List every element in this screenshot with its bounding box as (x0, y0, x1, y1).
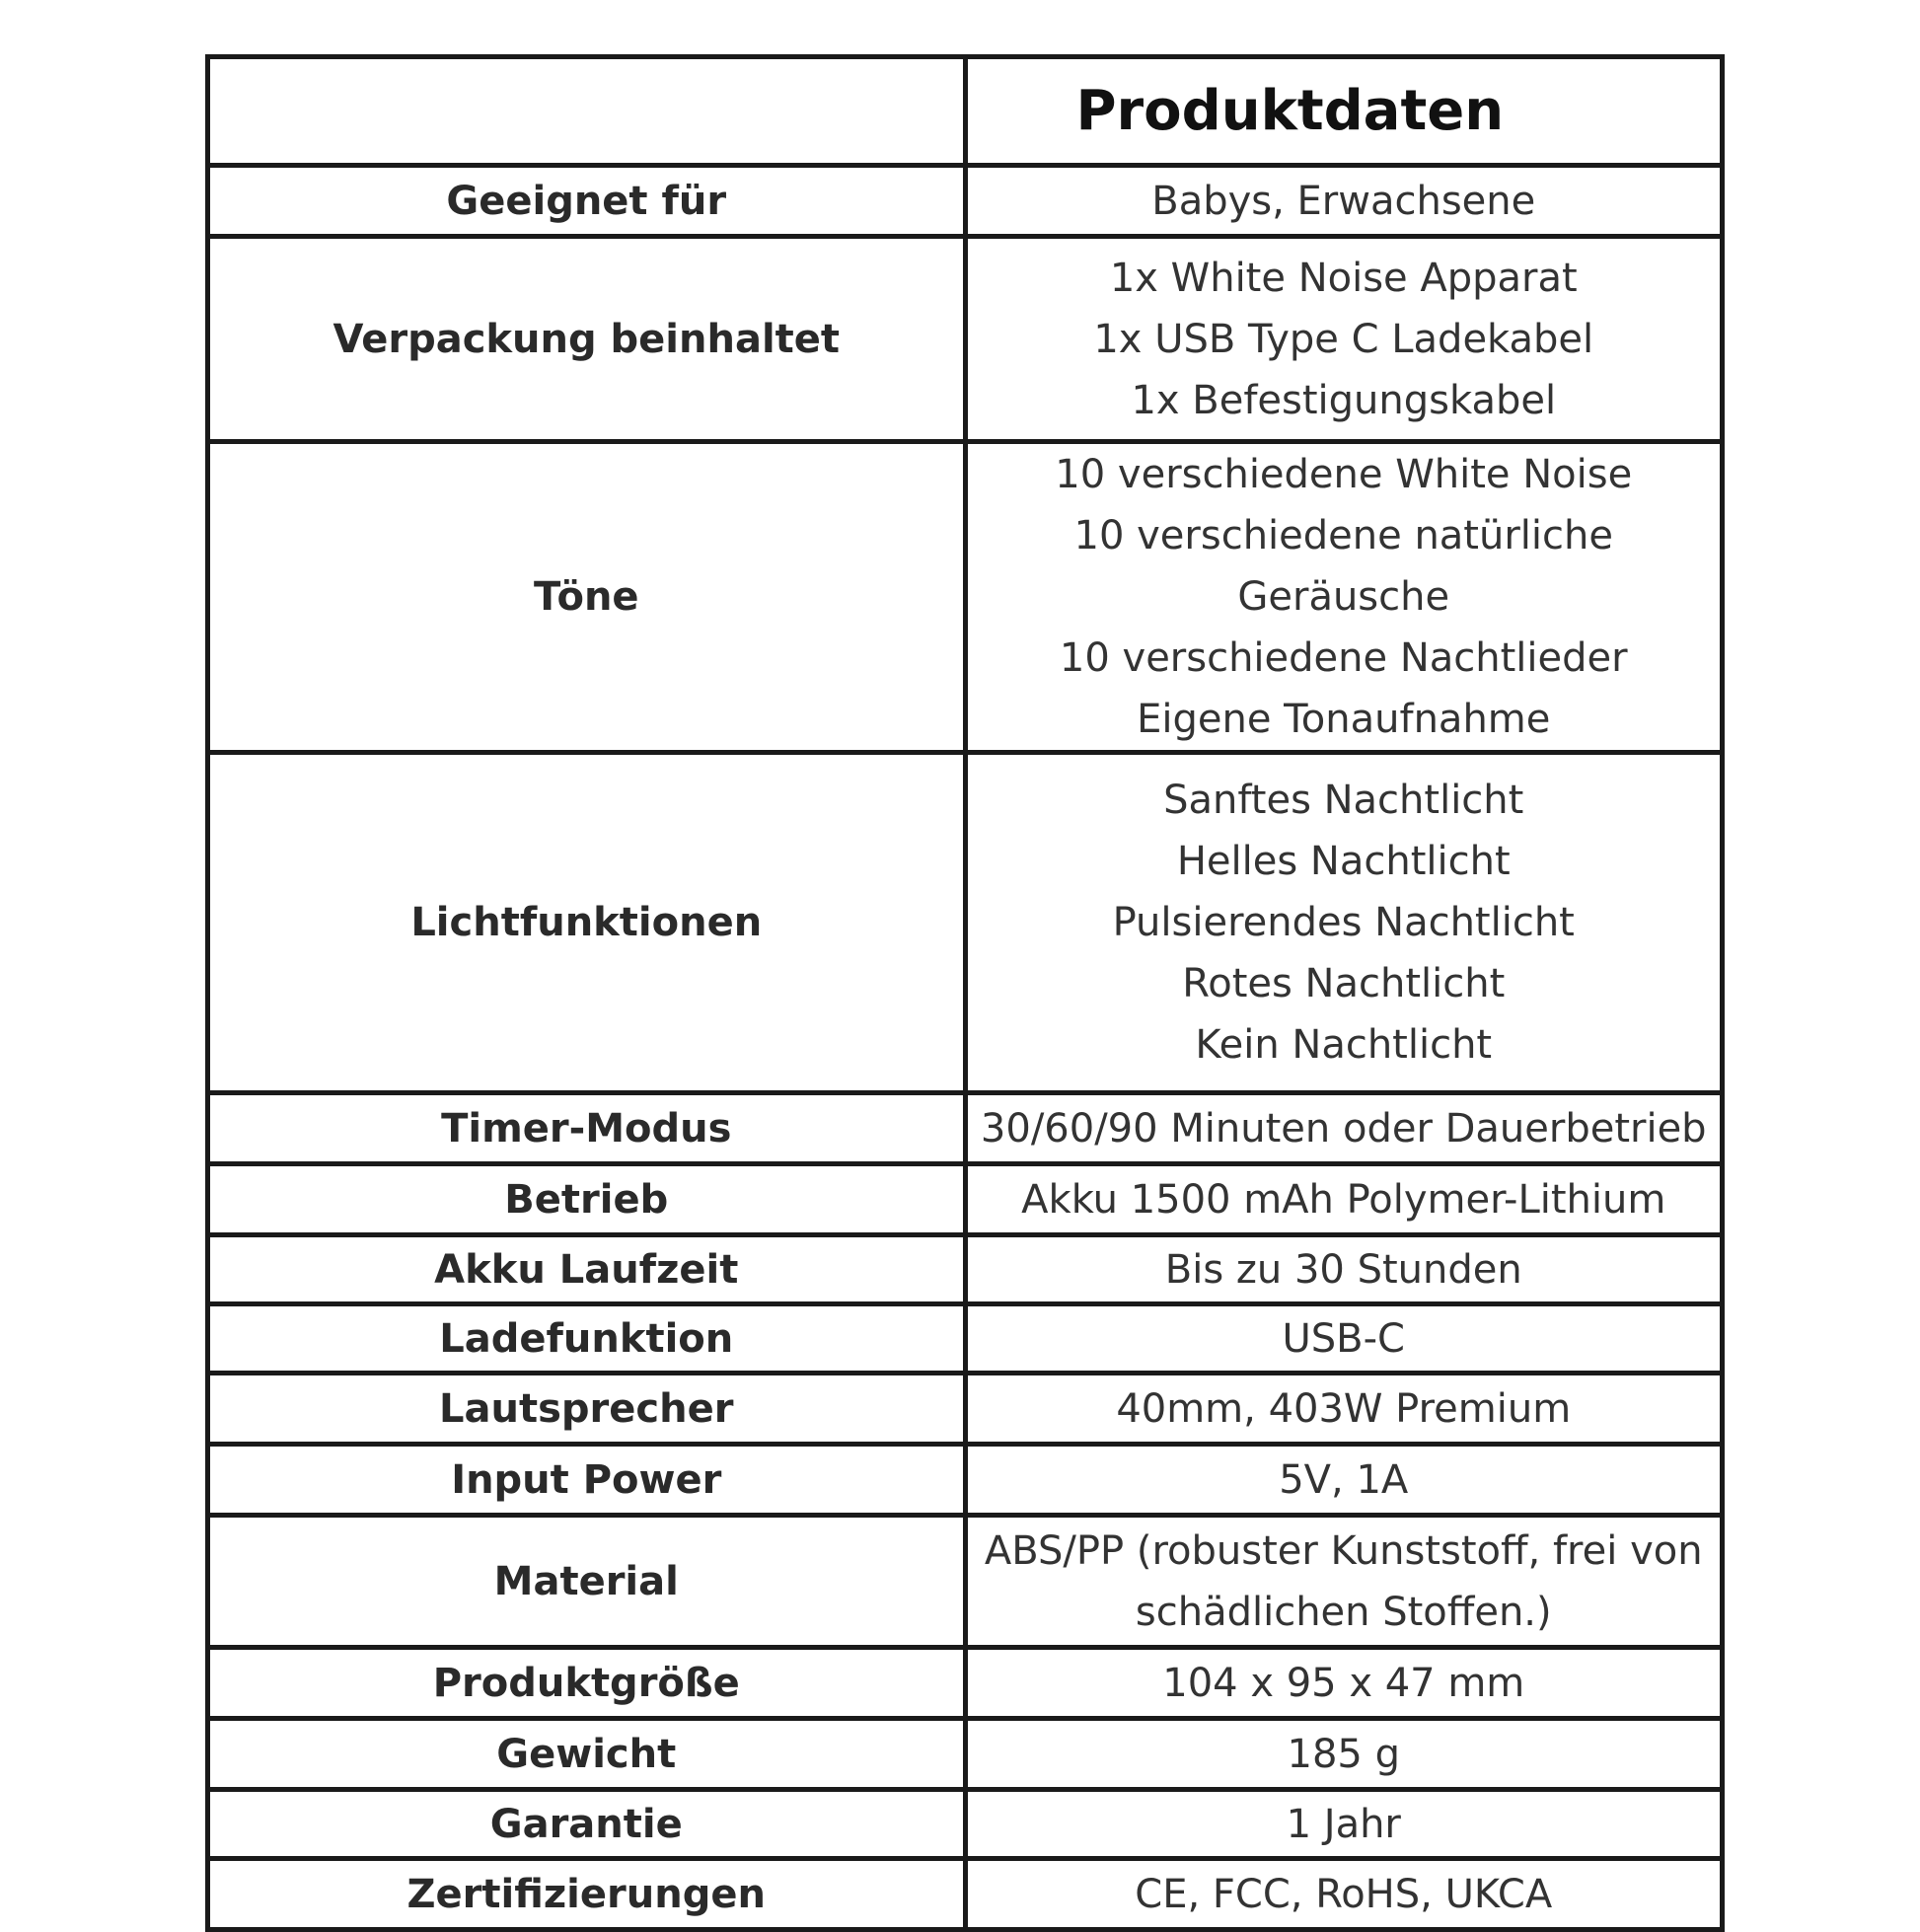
row-value-line: schädlichen Stoffen.) (1135, 1589, 1552, 1635)
row-value-line: 1 Jahr (1286, 1801, 1401, 1847)
row-value (965, 1719, 1723, 1790)
table-title: Produktdaten (965, 57, 1723, 166)
row-value-line: 10 verschiedene natürliche Geräusche (1073, 513, 1613, 620)
row-value-line: 104 x 95 x 47 mm (1162, 1660, 1525, 1706)
table-row (208, 1164, 1723, 1235)
row-label: Gewicht (208, 1719, 966, 1790)
table-row (208, 1516, 1723, 1648)
table-row (208, 1235, 1723, 1304)
row-value-line: 1x Befestigungskabel (1131, 377, 1557, 423)
row-value-line: Helles Nachtlicht (1176, 839, 1511, 884)
row-value-line: Bis zu 30 Stunden (1164, 1246, 1522, 1293)
row-value (965, 1304, 1723, 1374)
row-value-line: Rotes Nachtlicht (1182, 961, 1506, 1006)
row-value-line: 40mm, 403W Premium (1116, 1385, 1572, 1432)
row-label: Betrieb (208, 1164, 966, 1235)
row-value-line: 30/60/90 Minuten oder Dauerbetrieb (980, 1105, 1707, 1152)
row-value-line: ABS/PP (robuster Kunststoff, frei von (984, 1527, 1703, 1574)
row-value-line: 185 g (1287, 1731, 1400, 1777)
table-row (208, 237, 1723, 442)
row-value-line: Eigene Tonaufnahme (1137, 697, 1551, 742)
row-value-line: Pulsierendes Nachtlicht (1112, 900, 1575, 945)
row-value (965, 1164, 1723, 1235)
row-value (965, 1093, 1723, 1164)
product-data-table (205, 54, 1725, 1932)
row-value (965, 1445, 1723, 1516)
row-value (965, 753, 1723, 1093)
row-value (965, 166, 1723, 237)
row-value-line: 1x USB Type C Ladekabel (1093, 316, 1594, 362)
row-label: Produktgröße (208, 1648, 966, 1719)
row-value (965, 1790, 1723, 1859)
table-row (208, 1790, 1723, 1859)
row-value-line: CE, FCC, RoHS, UKCA (1135, 1871, 1553, 1917)
row-value (965, 1235, 1723, 1304)
row-value-line: Akku 1500 mAh Polymer-Lithium (1021, 1176, 1666, 1223)
table-row (208, 1719, 1723, 1790)
row-value (965, 237, 1723, 442)
row-label: Material (208, 1516, 966, 1648)
row-value (965, 1859, 1723, 1930)
header-empty-cell (208, 57, 966, 166)
row-label: Timer-Modus (208, 1093, 966, 1164)
table-row (208, 1093, 1723, 1164)
row-value-line: 10 verschiedene White Noise (1055, 452, 1633, 497)
row-value-line: 10 verschiedene Nachtlieder (1059, 635, 1628, 681)
table-row (208, 753, 1723, 1093)
row-value (965, 1374, 1723, 1445)
table-header-row (208, 57, 1723, 166)
row-value-line: USB-C (1282, 1315, 1405, 1362)
table-row (208, 442, 1723, 753)
row-value-line: 1x White Noise Apparat (1109, 255, 1578, 301)
table-row (208, 1859, 1723, 1930)
table-row (208, 1648, 1723, 1719)
row-value-line: Kein Nachtlicht (1195, 1022, 1493, 1068)
row-label: Lichtfunktionen (208, 753, 966, 1093)
row-label: Verpackung beinhaltet (208, 237, 966, 442)
row-value (965, 1648, 1723, 1719)
row-label: Input Power (208, 1445, 966, 1516)
row-value (965, 1516, 1723, 1648)
table-row (208, 1374, 1723, 1445)
row-label: Zertifizierungen (208, 1859, 966, 1930)
product-data-table-body (208, 57, 1723, 1930)
table-row (208, 1445, 1723, 1516)
row-label: Akku Laufzeit (208, 1235, 966, 1304)
row-label: Geeignet für (208, 166, 966, 237)
row-value-line: Babys, Erwachsene (1151, 178, 1536, 224)
row-value-line: 5V, 1A (1279, 1456, 1409, 1503)
row-label: Töne (208, 442, 966, 753)
row-label: Lautsprecher (208, 1374, 966, 1445)
row-value-line: Sanftes Nachtlicht (1163, 778, 1524, 823)
row-value (965, 442, 1723, 753)
row-label: Ladefunktion (208, 1304, 966, 1374)
row-label: Garantie (208, 1790, 966, 1859)
table-row (208, 166, 1723, 237)
table-row (208, 1304, 1723, 1374)
